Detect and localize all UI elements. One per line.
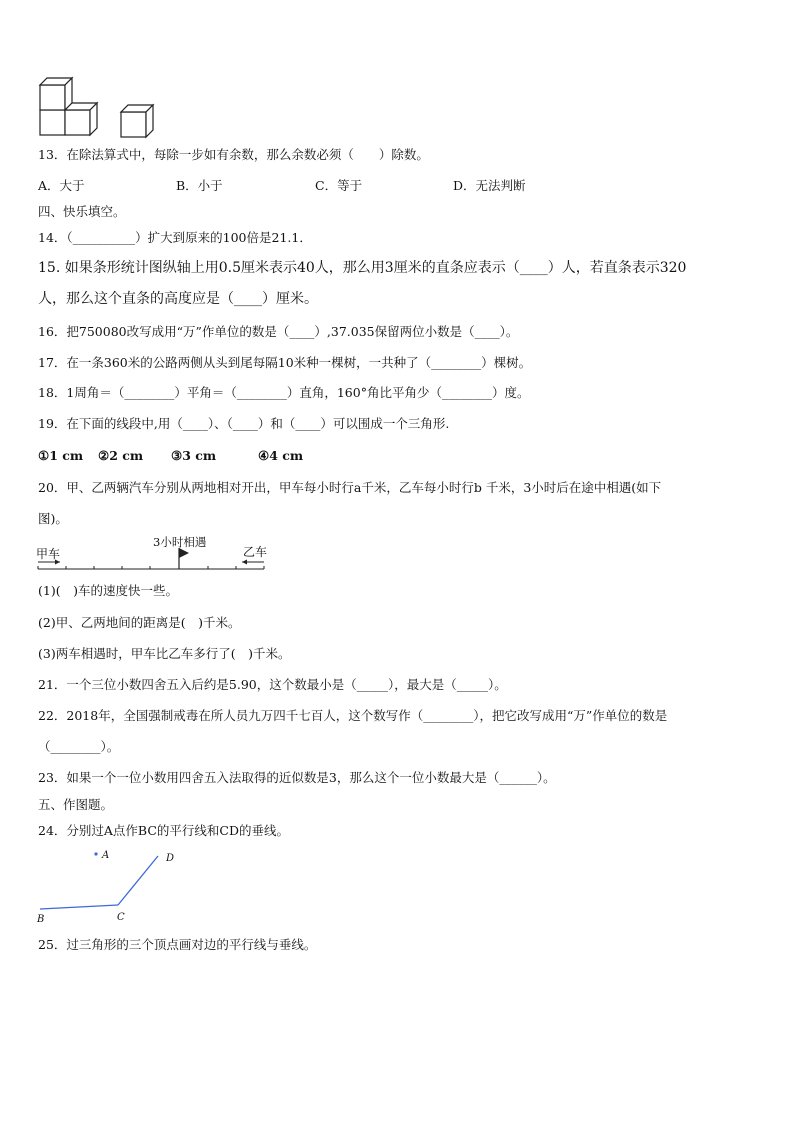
question-15-line-1: 15. 如果条形统计图纵轴上用0.5厘米表示40人，那么用3厘米的直条应表示（____）人，若直条表示320	[38, 260, 687, 276]
angle-figure	[34, 846, 194, 926]
question-22-line-1: 22．2018年，全国强制戒毒在所人员九万四千七百人，这个数写作（________），把它改写成用“万”作单位的数是	[38, 708, 668, 723]
segment-option-3: ③3 cm	[171, 448, 217, 463]
question-13-text: 13．在除法算式中，每除一步如有余数，那么余数必须（ ）除数。	[38, 147, 429, 162]
point-a	[94, 852, 97, 855]
question-19: 19．在下面的线段中,用（____）、（____）和（____）可以围成一个三角形.	[38, 416, 450, 431]
question-22-line-2: （________）。	[38, 739, 120, 754]
section-5-title: 五、作图题。	[38, 797, 114, 812]
question-14: 14．（__________）扩大到原来的100倍是21.1．	[38, 230, 312, 245]
question-23: 23．如果一个一位小数用四舍五入法取得的近似数是3，那么这个一位小数最大是（______）。	[38, 770, 556, 785]
question-16: 16．把750080改写成用“万”作单位的数是（____）,37.035保留两位小数是（____）。	[38, 324, 519, 339]
question-20-sub-2: (2)甲、乙两地间的距离是( )千米。	[38, 615, 241, 630]
option-a[interactable]: A．大于	[38, 178, 85, 193]
segment-option-4: ④4 cm	[258, 448, 304, 463]
question-20-line-2: 图)。	[38, 511, 68, 526]
flag-icon	[179, 548, 189, 558]
label-a: A	[102, 850, 110, 861]
label-b: B	[37, 914, 45, 925]
question-21: 21．一个三位小数四舍五入后约是5.90，这个数最小是（_____），最大是（_____）。	[38, 677, 507, 692]
car-a-label: 甲车	[36, 547, 61, 561]
question-18: 18．1周角＝（________）平角＝（________）直角，160°角比平角少（________）度。	[38, 385, 530, 400]
section-4-title: 四、快乐填空。	[38, 204, 126, 219]
car-b-label: 乙车	[243, 545, 268, 559]
cube-figures	[38, 76, 168, 140]
segment-option-1: ①1 cm	[38, 448, 84, 463]
option-b[interactable]: B．小于	[176, 178, 223, 193]
option-c[interactable]: C．等于	[315, 178, 363, 193]
question-15-line-2: 人，那么这个直条的高度应是（____）厘米。	[38, 291, 318, 307]
segment-option-2: ②2 cm	[98, 448, 144, 463]
question-20-sub-3: (3)两车相遇时，甲车比乙车多行了( )千米。	[38, 646, 291, 661]
question-17: 17．在一条360米的公路两侧从头到尾每隔10米种一棵树，一共种了（________）棵树。	[38, 355, 532, 370]
question-24: 24．分别过A点作BC的平行线和CD的垂线。	[38, 823, 290, 838]
meeting-diagram	[36, 534, 276, 574]
question-13	[38, 146, 764, 164]
label-d: D	[166, 853, 175, 864]
question-20-sub-1: (1)( )车的速度快一些。	[38, 583, 178, 598]
option-d[interactable]: D．无法判断	[453, 178, 526, 193]
question-25: 25．过三角形的三个顶点画对边的平行线与垂线。	[38, 937, 317, 952]
question-20-line-1: 20．甲、乙两辆汽车分别从两地相对开出，甲车每小时行a千米，乙车每小时行b 千米，3小时后在途中相遇(如下	[38, 480, 662, 495]
meet-label: 3小时相遇	[153, 535, 207, 549]
label-c: C	[117, 912, 125, 923]
